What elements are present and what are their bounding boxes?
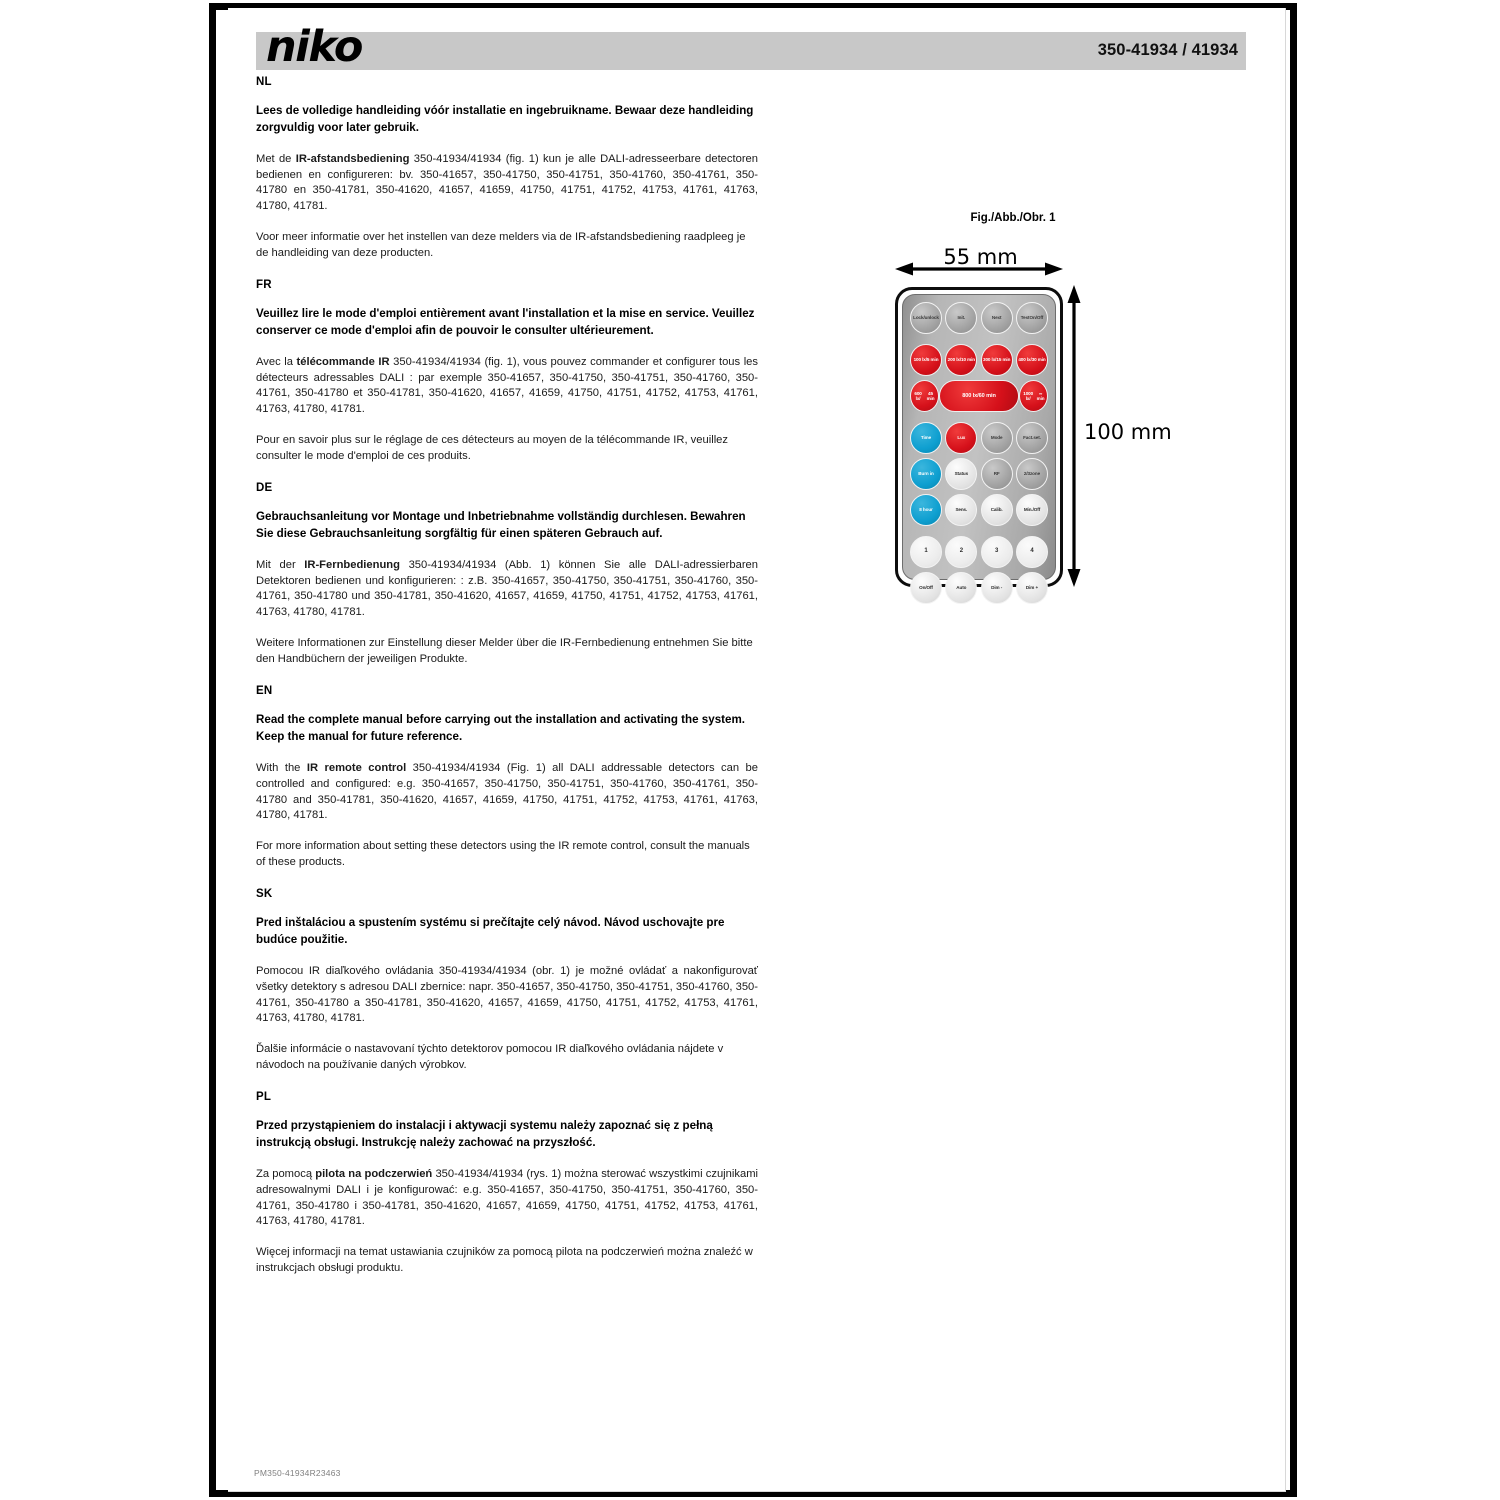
paragraph-prefix: With the	[256, 761, 307, 774]
remote-button-test-on-off[interactable]	[1016, 302, 1048, 334]
remote-button-4[interactable]	[1016, 536, 1048, 568]
lead-warning-text: Veuillez lire le mode d'emploi entièrement avant l'installation et la mise en service. Veuillez conserver ce mode d'emploi afin de pouvoir le consulter ultérieurement.	[256, 307, 755, 337]
remote-button-800-lx-60-min[interactable]	[939, 380, 1019, 412]
remote-button-lux[interactable]	[945, 422, 977, 454]
remote-button-label-line1: 100 lx/	[913, 357, 927, 363]
language-section-en	[256, 685, 758, 871]
remote-button-label-line1: 3	[995, 548, 999, 555]
product-name-emphasis: IR remote control	[306, 761, 407, 774]
remote-button-label-line1: Next	[991, 315, 1002, 321]
paragraph-prefix: Mit der	[256, 558, 305, 571]
remote-button-group-controls	[910, 536, 1048, 604]
remote-button-label-line1: RF	[993, 471, 1000, 477]
remote-button-200-lx-10-min[interactable]	[945, 344, 977, 376]
remote-button-group-top	[910, 302, 1048, 334]
remote-button-time[interactable]	[910, 422, 942, 454]
remote-button-label-line1: On/Off	[919, 585, 933, 591]
remote-button-row	[910, 302, 1048, 334]
language-section-nl	[256, 76, 758, 262]
product-list-paragraph	[256, 761, 758, 825]
paragraph-suffix: 350-41934/41934 (fig. 1) kun je alle DALI-adresseerbare detectoren bedienen en configureren: bv. 350-41657, 350-41750, 350-41751, 350-41760, 350-41761, 350-41780 en 350-41781, 350-41620, 41657, 41659, 41750, 41751, 41752, 41753, 41761, 41763, 41780, 41781.	[256, 152, 759, 213]
paragraph-prefix: Pomocou IR diaľkového ovládania 350-41934/41934 (obr. 1) je možné ovládať a nakonfigurovať všetky detektory s adresou DALI zbernice: napr. 350-41657, 350-41750, 350-41751, 350-41760, 350-41761, 350-41780 a 350-41781, 350-41620, 41657, 41659, 41750, 41751, 41752, 41753, 41761, 41763, 41780, 41781.	[256, 964, 758, 1025]
remote-button-label-line1: Auto	[956, 585, 967, 591]
remote-button-label-line2: zone	[1029, 471, 1041, 477]
height-dimension-label: 100 mm	[1084, 420, 1172, 444]
remote-faceplate	[902, 294, 1056, 591]
remote-button-fact-set[interactable]	[1016, 422, 1048, 454]
language-code-label: SK	[256, 888, 273, 901]
lead-warning-text: Przed przystąpieniem do instalacji i aktywacji systemu należy zapoznać się z pełną instrukcją obsługi. Instrukcję należy zachować na przyszłość.	[256, 1119, 713, 1149]
remote-button-lock-unlock[interactable]	[910, 302, 942, 334]
remote-button-init[interactable]	[945, 302, 977, 334]
paragraph-suffix: 350-41934/41934 (fig. 1), vous pouvez commander et configurer tous les détecteurs adressables DALI : par exemple 350-41657, 350-41750, 350-41751, 350-41760, 350-41761, 350-41780 et 350-41781, 350-41620, 41657, 41659, 41750, 41751, 41752, 41753, 41761, 41763, 41780, 41781.	[256, 355, 758, 416]
remote-button-label-line1: Min./	[1023, 507, 1034, 513]
niko-logo: niko	[266, 22, 362, 72]
remote-button-label-line1: Dim -	[991, 585, 1003, 591]
remote-button-label-line2: Off	[1033, 507, 1041, 513]
remote-button-dim[interactable]	[981, 572, 1013, 604]
remote-button-label-line2: unlock	[924, 315, 939, 321]
remote-button-calib[interactable]	[981, 494, 1013, 526]
remote-button-label-line2: 45 min	[926, 390, 935, 401]
remote-button-3[interactable]	[981, 536, 1013, 568]
remote-button-1[interactable]	[910, 536, 942, 568]
remote-button-auto[interactable]	[945, 572, 977, 604]
remote-button-8-hour[interactable]	[910, 494, 942, 526]
height-dimension-arrow-icon	[1067, 285, 1081, 587]
remote-button-1000-lx-min[interactable]	[1019, 380, 1048, 412]
remote-button-next[interactable]	[981, 302, 1013, 334]
remote-button-label-line2: 60 min	[978, 392, 996, 399]
product-name-emphasis: télécommande IR	[296, 355, 390, 368]
product-list-paragraph	[256, 355, 758, 419]
language-section-pl	[256, 1091, 758, 1277]
remote-button-burn-in[interactable]	[910, 458, 942, 490]
remote-button-label-line2: ∞ min	[1036, 390, 1045, 401]
remote-button-label-line2: 10 min	[961, 357, 975, 363]
remote-button-100-lx-5-min[interactable]	[910, 344, 942, 376]
remote-button-dim[interactable]	[1016, 572, 1048, 604]
more-info-paragraph: Weitere Informationen zur Einstellung dieser Melder über die IR-Fernbedienung entnehmen Sie bitte den Handbüchern der jeweiligen Produkte.	[256, 637, 753, 666]
remote-button-row	[910, 536, 1048, 568]
language-code-label: PL	[256, 1091, 272, 1104]
more-info-paragraph: Więcej informacji na temat ustawiania czujników za pomocą pilota na podczerwień można znaleźć w instrukcjach obsługi produktu.	[256, 1246, 753, 1275]
lead-warning-text: Lees de volledige handleiding vóór installatie en ingebruikname. Bewaar deze handleiding zorgvuldig voor later gebruik.	[256, 104, 754, 134]
paragraph-prefix: Met de	[256, 152, 296, 165]
paragraph-suffix: 350-41934/41934 (Abb. 1) können Sie alle DALI-adressierbaren Detektoren bedienen und konfigurieren: : z.B. 350-41657, 350-41750, 350-41751, 350-41760, 350-41761, 350-41780 und 350-41781, 350-41620, 41657, 41659, 41750, 41751, 41752, 41753, 41761, 41763, 41780, 41781.	[256, 558, 758, 619]
remote-button-label-line1: 400 lx/	[1018, 357, 1032, 363]
language-code-label: NL	[256, 76, 272, 88]
ir-remote-control-figure	[895, 287, 1063, 591]
remote-button-label-line1: 8 hour	[919, 507, 933, 513]
remote-button-label-line1: 800 lx/	[962, 392, 979, 399]
language-code-label: EN	[256, 685, 273, 698]
lead-warning-text: Pred inštaláciou a spustením systému si prečítajte celý návod. Návod uschovajte pre budúce použitie.	[256, 916, 725, 946]
remote-button-2[interactable]	[945, 536, 977, 568]
remote-button-label-line1: 2/3	[1023, 471, 1030, 477]
remote-button-600-lx-45-min[interactable]	[910, 380, 939, 412]
remote-button-mode[interactable]	[981, 422, 1013, 454]
paragraph-prefix: Avec la	[256, 355, 297, 368]
language-code-label: FR	[256, 279, 272, 292]
product-list-paragraph	[256, 152, 758, 216]
remote-button-label-line2: 5 min	[926, 357, 939, 363]
product-list-paragraph	[256, 1167, 758, 1231]
language-code-label: DE	[256, 482, 273, 495]
width-dimension-label: 55 mm	[943, 245, 1018, 269]
product-name-emphasis: IR-afstandsbediening	[295, 152, 410, 165]
lead-warning-text: Gebrauchsanleitung vor Montage und Inbetriebnahme vollständig durchlesen. Bewahren Sie diese Gebrauchsanleitung sorgfältig für einen späteren Gebrauch auf.	[256, 510, 746, 540]
remote-button-label-line2: set.	[1033, 435, 1041, 441]
remote-button-row	[910, 494, 1048, 526]
paragraph-prefix: Za pomocą	[256, 1167, 316, 1180]
remote-button-status[interactable]	[945, 458, 977, 490]
remote-button-label-line1: 600 lx/	[914, 390, 922, 401]
remote-button-label-line1: 2	[959, 548, 963, 555]
remote-button-label-line1: Time	[920, 435, 932, 441]
document-code: 350-41934 / 41934	[1097, 41, 1238, 59]
paragraph-suffix: 350-41934/41934 (Fig. 1) all DALI addressable detectors can be controlled and configured: e.g. 350-41657, 350-41750, 350-41751, 350-41760, 350-41761, 350-41780 and 350-41781, 350-41620, 41657, 41659, 41750, 41751, 41752, 41753, 41761, 41763, 41780, 41781.	[256, 761, 758, 822]
remote-button-label-line1: Mode	[990, 435, 1003, 441]
remote-button-row	[910, 458, 1048, 490]
remote-button-rf[interactable]	[981, 458, 1013, 490]
remote-button-2-3-zone[interactable]	[1016, 458, 1048, 490]
remote-button-label-line2: On/Off	[1029, 315, 1044, 321]
product-name-emphasis: IR-Fernbedienung	[304, 558, 400, 571]
product-name-emphasis: pilota na podczerwień	[315, 1167, 433, 1180]
figure-caption: Fig./Abb./Obr. 1	[970, 212, 1056, 224]
remote-button-label-line1: Dim +	[1025, 585, 1039, 591]
product-list-paragraph	[256, 964, 758, 1028]
remote-button-row	[910, 380, 1048, 412]
lead-warning-text: Read the complete manual before carrying out the installation and activating the system. Keep the manual for future reference.	[256, 713, 745, 743]
remote-button-row	[910, 422, 1048, 454]
remote-button-label-line1: Test	[1020, 315, 1030, 321]
width-dimension-arrow-icon	[895, 262, 1063, 276]
language-section-fr	[256, 279, 758, 465]
remote-button-label-line1: 4	[1030, 548, 1034, 555]
paragraph-suffix: 350-41934/41934 (rys. 1) można sterować wszystkimi czujnikami adresowalnymi DALI i je konfigurować: e.g. 350-41657, 350-41750, 350-41751, 350-41760, 350-41761, 350-41780 i 350-41781, 350-41620, 41657, 41659, 41750, 41751, 41752, 41753, 41761, 41763, 41780, 41781.	[256, 1167, 758, 1228]
language-section-sk	[256, 888, 758, 1074]
remote-button-label-line1: Fact.	[1023, 435, 1034, 441]
remote-button-400-lx-30-min[interactable]	[1016, 344, 1048, 376]
remote-button-label-line1: Lux	[957, 435, 966, 441]
remote-button-row	[910, 344, 1048, 376]
remote-button-label-line1: Burn in	[918, 471, 934, 477]
more-info-paragraph: Voor meer informatie over het instellen van deze melders via de IR-afstandsbediening raadpleeg je de handleiding van deze producten.	[256, 231, 746, 260]
remote-button-label-line1: 200 lx/	[947, 357, 962, 363]
more-info-paragraph: Ďalšie informácie o nastavovaní týchto detektorov pomocou IR diaľkového ovládania nájdete v návodoch na používanie daných výrobkov.	[256, 1043, 724, 1072]
remote-button-label-line2: 30 min	[1031, 357, 1046, 363]
remote-button-label-line1: Sens.	[955, 507, 968, 513]
remote-button-row	[910, 572, 1048, 604]
remote-button-label-line1: Calib.	[990, 507, 1003, 513]
remote-button-sens[interactable]	[945, 494, 977, 526]
remote-button-label-line1: Lock/	[913, 315, 925, 321]
remote-button-label-line1: 1	[924, 548, 928, 555]
remote-button-label-line2: 15 min	[996, 357, 1011, 363]
language-section-de	[256, 482, 758, 668]
more-info-paragraph: For more information about setting these detectors using the IR remote control, consult the manuals of these products.	[256, 840, 750, 869]
product-list-paragraph	[256, 558, 758, 622]
more-info-paragraph: Pour en savoir plus sur le réglage de ces détecteurs au moyen de la télécommande IR, veuillez consulter le mode d'emploi de ces produits.	[256, 434, 728, 463]
remote-button-label-line1: Status	[954, 471, 969, 477]
remote-button-label-line1: Init.	[957, 315, 966, 321]
remote-button-label-line1: 300 lx/	[983, 357, 997, 363]
remote-button-label-line1: 1000 lx/	[1023, 390, 1034, 401]
remote-button-group-settings	[910, 422, 1048, 526]
remote-button-min-off[interactable]	[1016, 494, 1048, 526]
footer-document-code: PM350-41934R23463	[254, 1468, 341, 1478]
remote-button-300-lx-15-min[interactable]	[981, 344, 1013, 376]
language-sections-column	[256, 76, 758, 1294]
remote-button-group-presets	[910, 344, 1048, 412]
remote-button-on-off[interactable]	[910, 572, 942, 604]
